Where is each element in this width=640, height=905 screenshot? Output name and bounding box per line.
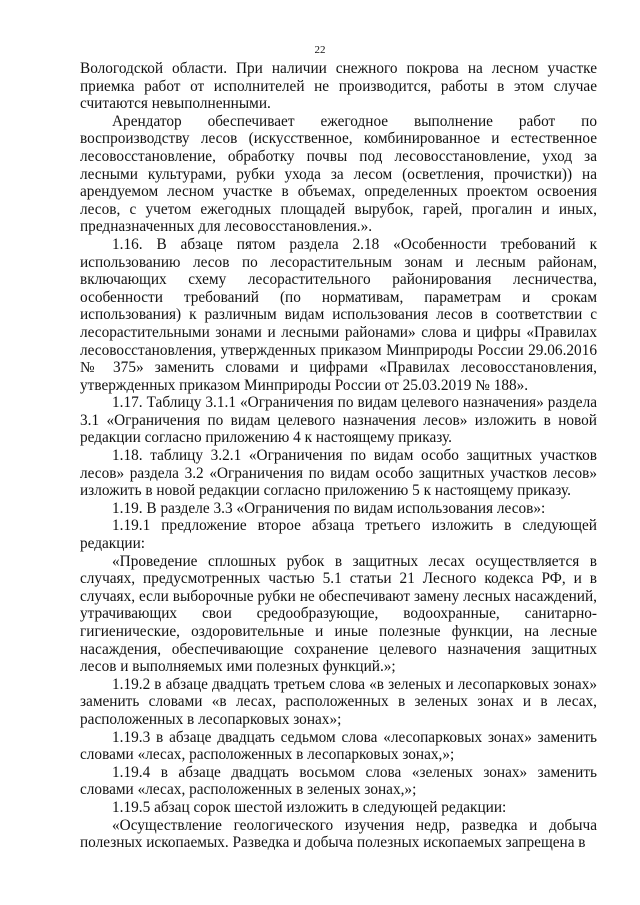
page-number: 22 [314,44,326,56]
paragraph-quote-geology: «Осуществление геологического изучения недр, разведка и добыча полезных ископаемых. Разведка и добыча полезных ископаемых запрещена в [80,816,597,852]
paragraph-1-19: 1.19. В разделе 3.3 «Ограничения по видам использования лесов»: [112,499,546,517]
paragraph-1-19-3: 1.19.3 в абзаце двадцать седьмом слова «лесопарковых зонах» заменить словами «лесах, расположенных в лесопарковых зонах,»; [80,728,597,764]
paragraph-1-18: 1.18. таблицу 3.2.1 «Ограничения по видам особо защитных участков лесов» раздела 3.2 «Ограничения по видам особо защитных участков лесов» изложить в новой редакции согласно приложению 5 к настоящему приказу. [80,447,597,500]
paragraph-quote-clear-cutting: «Проведение сплошных рубок в защитных лесах осуществляется в случаях, предусмотренных частью 5.1 статьи 21 Лесного кодекса РФ, и в случаях, если выборочные рубки не обеспечивают замену лесных насаждений, утрачивающих свои средообразующие, водоохранные, санитарно-гигиенические, оздоровительные и иные полезные функции, на лесные насаждения, обеспечивающие сохранение целевого назначения защитных лесов и выполняемых ими полезных функций.»; [80,552,597,676]
paragraph-1-19-4: 1.19.4 в абзаце двадцать восьмом слова «зеленых зонах» заменить словами «лесах, расположенных в зеленых зонах,»; [80,763,597,799]
paragraph-lessee-obligations: Арендатор обеспечивает ежегодное выполнение работ по воспроизводству лесов (искусственное, комбинированное и естественное лесовосстановление, обработку почвы под лесовосстановление, уход за лесными культурами, рубки ухода за лесом (осветления, прочистки)) на арендуемом лесном участке в объемах, определенных проектом освоения лесов, с учетом ежегодных площадей вырубок, гарей, прогалин и иных, предназначенных для лесовосстановления.». [80,112,597,236]
paragraph-1-19-1: 1.19.1 предложение второе абзаца третьего изложить в следующей редакции: [80,517,597,553]
document-body [80,60,597,852]
paragraph-1-19-2: 1.19.2 в абзаце двадцать третьем слова «в зеленых и лесопарковых зонах» заменить словами «в лесах, расположенных в зеленых зонах и в лесах, расположенных в лесопарковых зонах»; [80,675,597,728]
paragraph-1-17: 1.17. Таблицу 3.1.1 «Ограничения по видам целевого назначения» раздела 3.1 «Ограничения по видам целевого назначения лесов» изложить в новой редакции согласно приложению 4 к настоящему приказу. [80,394,597,447]
paragraph-continuation: Вологодской области. При наличии снежного покрова на лесном участке приемка работ от исполнителей не производится, работы в этом случае считаются невыполненными. [80,60,597,113]
paragraph-1-19-5: 1.19.5 абзац сорок шестой изложить в следующей редакции: [112,798,507,816]
paragraph-1-16: 1.16. В абзаце пятом раздела 2.18 «Особенности требований к использованию лесов по лесорастительным зонам и лесным районам, включающих схему лесорастительного районирования лесничества, особенности требований (по нормативам, параметрам и срокам использования) к различным видам использования лесов в соответствии с лесорастительными зонами и лесными районами» слова и цифры «Правилах лесовосстановления, утвержденных приказом Минприроды России 29.06.2016 № 375» заменить словами и цифрами «Правилах лесовосстановления, утвержденных приказом Минприроды России от 25.03.2019 № 188». [80,235,597,394]
